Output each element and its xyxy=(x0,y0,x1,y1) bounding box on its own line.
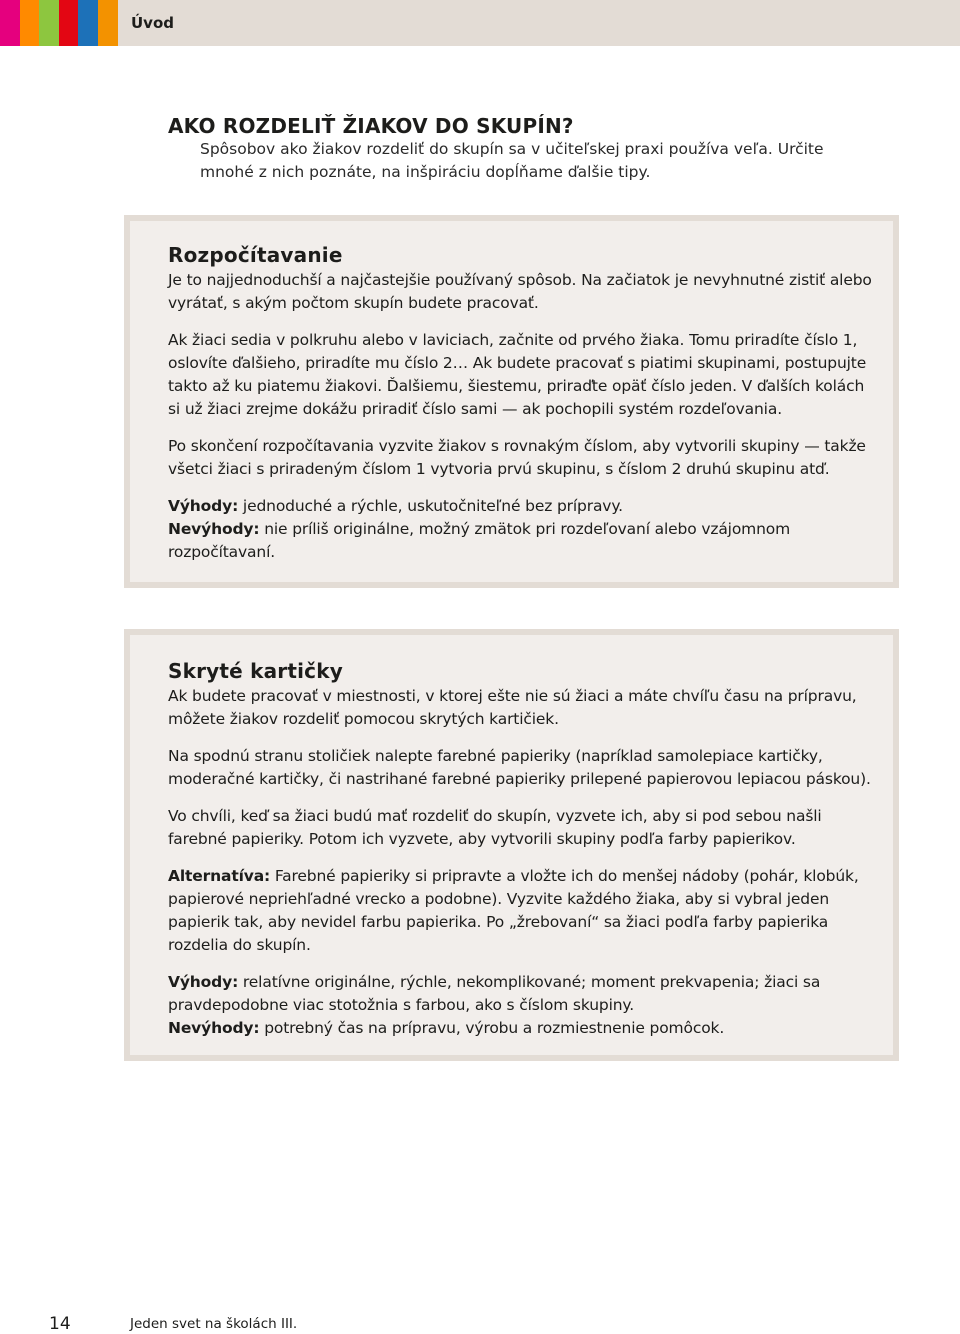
alternative-label: Alternatíva: xyxy=(168,867,271,885)
stripe-2 xyxy=(20,0,40,46)
box-hidden-cards-paragraph-2: Na spodnú stranu stoličiek nalepte farebné papieriky (napríklad samolepiace kartičky, moderačné kartičky, či nastrihané farebné papieriky prilepené papierovou lepiacou páskou). xyxy=(168,747,871,788)
page-number: 14 xyxy=(49,1314,71,1334)
box-hidden-cards xyxy=(124,629,899,1061)
cons-text: nie príliš originálne, možný zmätok pri rozdeľovaní alebo vzájomnom rozpočítavaní. xyxy=(168,520,791,561)
box-counting xyxy=(124,215,899,588)
box-counting-paragraph-3: Po skončení rozpočítavania vyzvite žiakov s rovnakým číslom, aby vytvorili skupiny — takže všetci žiaci s priradeným číslom 1 vytvoria prvú skupinu, s číslom 2 druhú skupinu atď. xyxy=(168,437,866,478)
color-stripes xyxy=(0,0,118,46)
pros-label: Výhody: xyxy=(168,497,239,515)
stripe-3 xyxy=(39,0,59,46)
box-hidden-cards-paragraph-3: Vo chvíli, keď sa žiaci budú mať rozdeliť do skupín, vyzvete ich, aby si pod sebou našli farebné papieriky. Potom ich vyzvete, aby vytvorili skupiny podľa farby papierikov. xyxy=(168,807,822,848)
stripe-6 xyxy=(98,0,118,46)
pros-text: relatívne originálne, rýchle, nekomplikované; moment prekvapenia; žiaci sa pravdepodobne viac stotožnia s farbou, ako s číslom skupiny. xyxy=(168,973,821,1014)
box-hidden-cards-pros xyxy=(168,971,873,1017)
pros-text: jednoduché a rýchle, uskutočniteľné bez prípravy. xyxy=(238,497,623,515)
stripe-4 xyxy=(59,0,79,46)
section-label: Úvod xyxy=(131,14,175,32)
cons-text: potrebný čas na prípravu, výrobu a rozmiestnenie pomôcok. xyxy=(259,1019,725,1037)
header-band xyxy=(118,0,960,46)
pros-label: Výhody: xyxy=(168,973,239,991)
cons-label: Nevýhody: xyxy=(168,520,260,538)
cons-label: Nevýhody: xyxy=(168,1019,260,1037)
box-counting-paragraph-2: Ak žiaci sedia v polkruhu alebo v laviciach, začnite od prvého žiaka. Tomu priradíte číslo 1, oslovíte ďalšieho, priradíte mu číslo 2… Ak budete pracovať s piatimi skupinami, postupujte takto až ku piatemu žiakovi. Ďalšiemu, šiestemu, priraďte opäť číslo jeden. V ďalších kolách si už žiaci zrejme dokážu priradiť číslo sami — ak pochopili systém rozdeľovania. xyxy=(168,331,867,418)
box-hidden-cards-cons xyxy=(168,1017,873,1040)
box-hidden-cards-title: Skryté kartičky xyxy=(168,659,343,683)
box-counting-cons xyxy=(168,518,873,564)
box-counting-paragraph-1: Je to najjednoduchší a najčastejšie používaný spôsob. Na začiatok je nevyhnutné zistiť alebo vyrátať, s akým počtom skupín budete pracovať. xyxy=(168,271,872,312)
box-counting-pros xyxy=(168,495,873,518)
publication-title: Jeden svet na školách III. xyxy=(130,1316,298,1332)
box-hidden-cards-alternative xyxy=(168,865,873,957)
intro-title: AKO ROZDELIŤ ŽIAKOV DO SKUPÍN? xyxy=(168,114,574,138)
stripe-5 xyxy=(78,0,98,46)
stripe-1 xyxy=(0,0,20,46)
alternative-text: Farebné papieriky si pripravte a vložte ich do menšej nádoby (pohár, klobúk, papierové nepriehľadné vrecko a podobne). Vyzvite každého žiaka, aby si vybral jeden papierik tak, aby nevidel farbu papierika. Po „žrebovaní“ sa žiaci podľa farby papierika rozdelia do skupín. xyxy=(168,867,859,954)
box-hidden-cards-paragraph-1: Ak budete pracovať v miestnosti, v ktorej ešte nie sú žiaci a máte chvíľu času na prípravu, môžete žiakov rozdeliť pomocou skrytých kartičiek. xyxy=(168,687,857,728)
box-counting-title: Rozpočítavanie xyxy=(168,243,343,267)
intro-text: Spôsobov ako žiakov rozdeliť do skupín sa v učiteľskej praxi používa veľa. Určite mnohé z nich poznáte, na inšpiráciu dopĺňame ďalšie tipy. xyxy=(200,140,824,181)
page-header xyxy=(0,0,960,46)
